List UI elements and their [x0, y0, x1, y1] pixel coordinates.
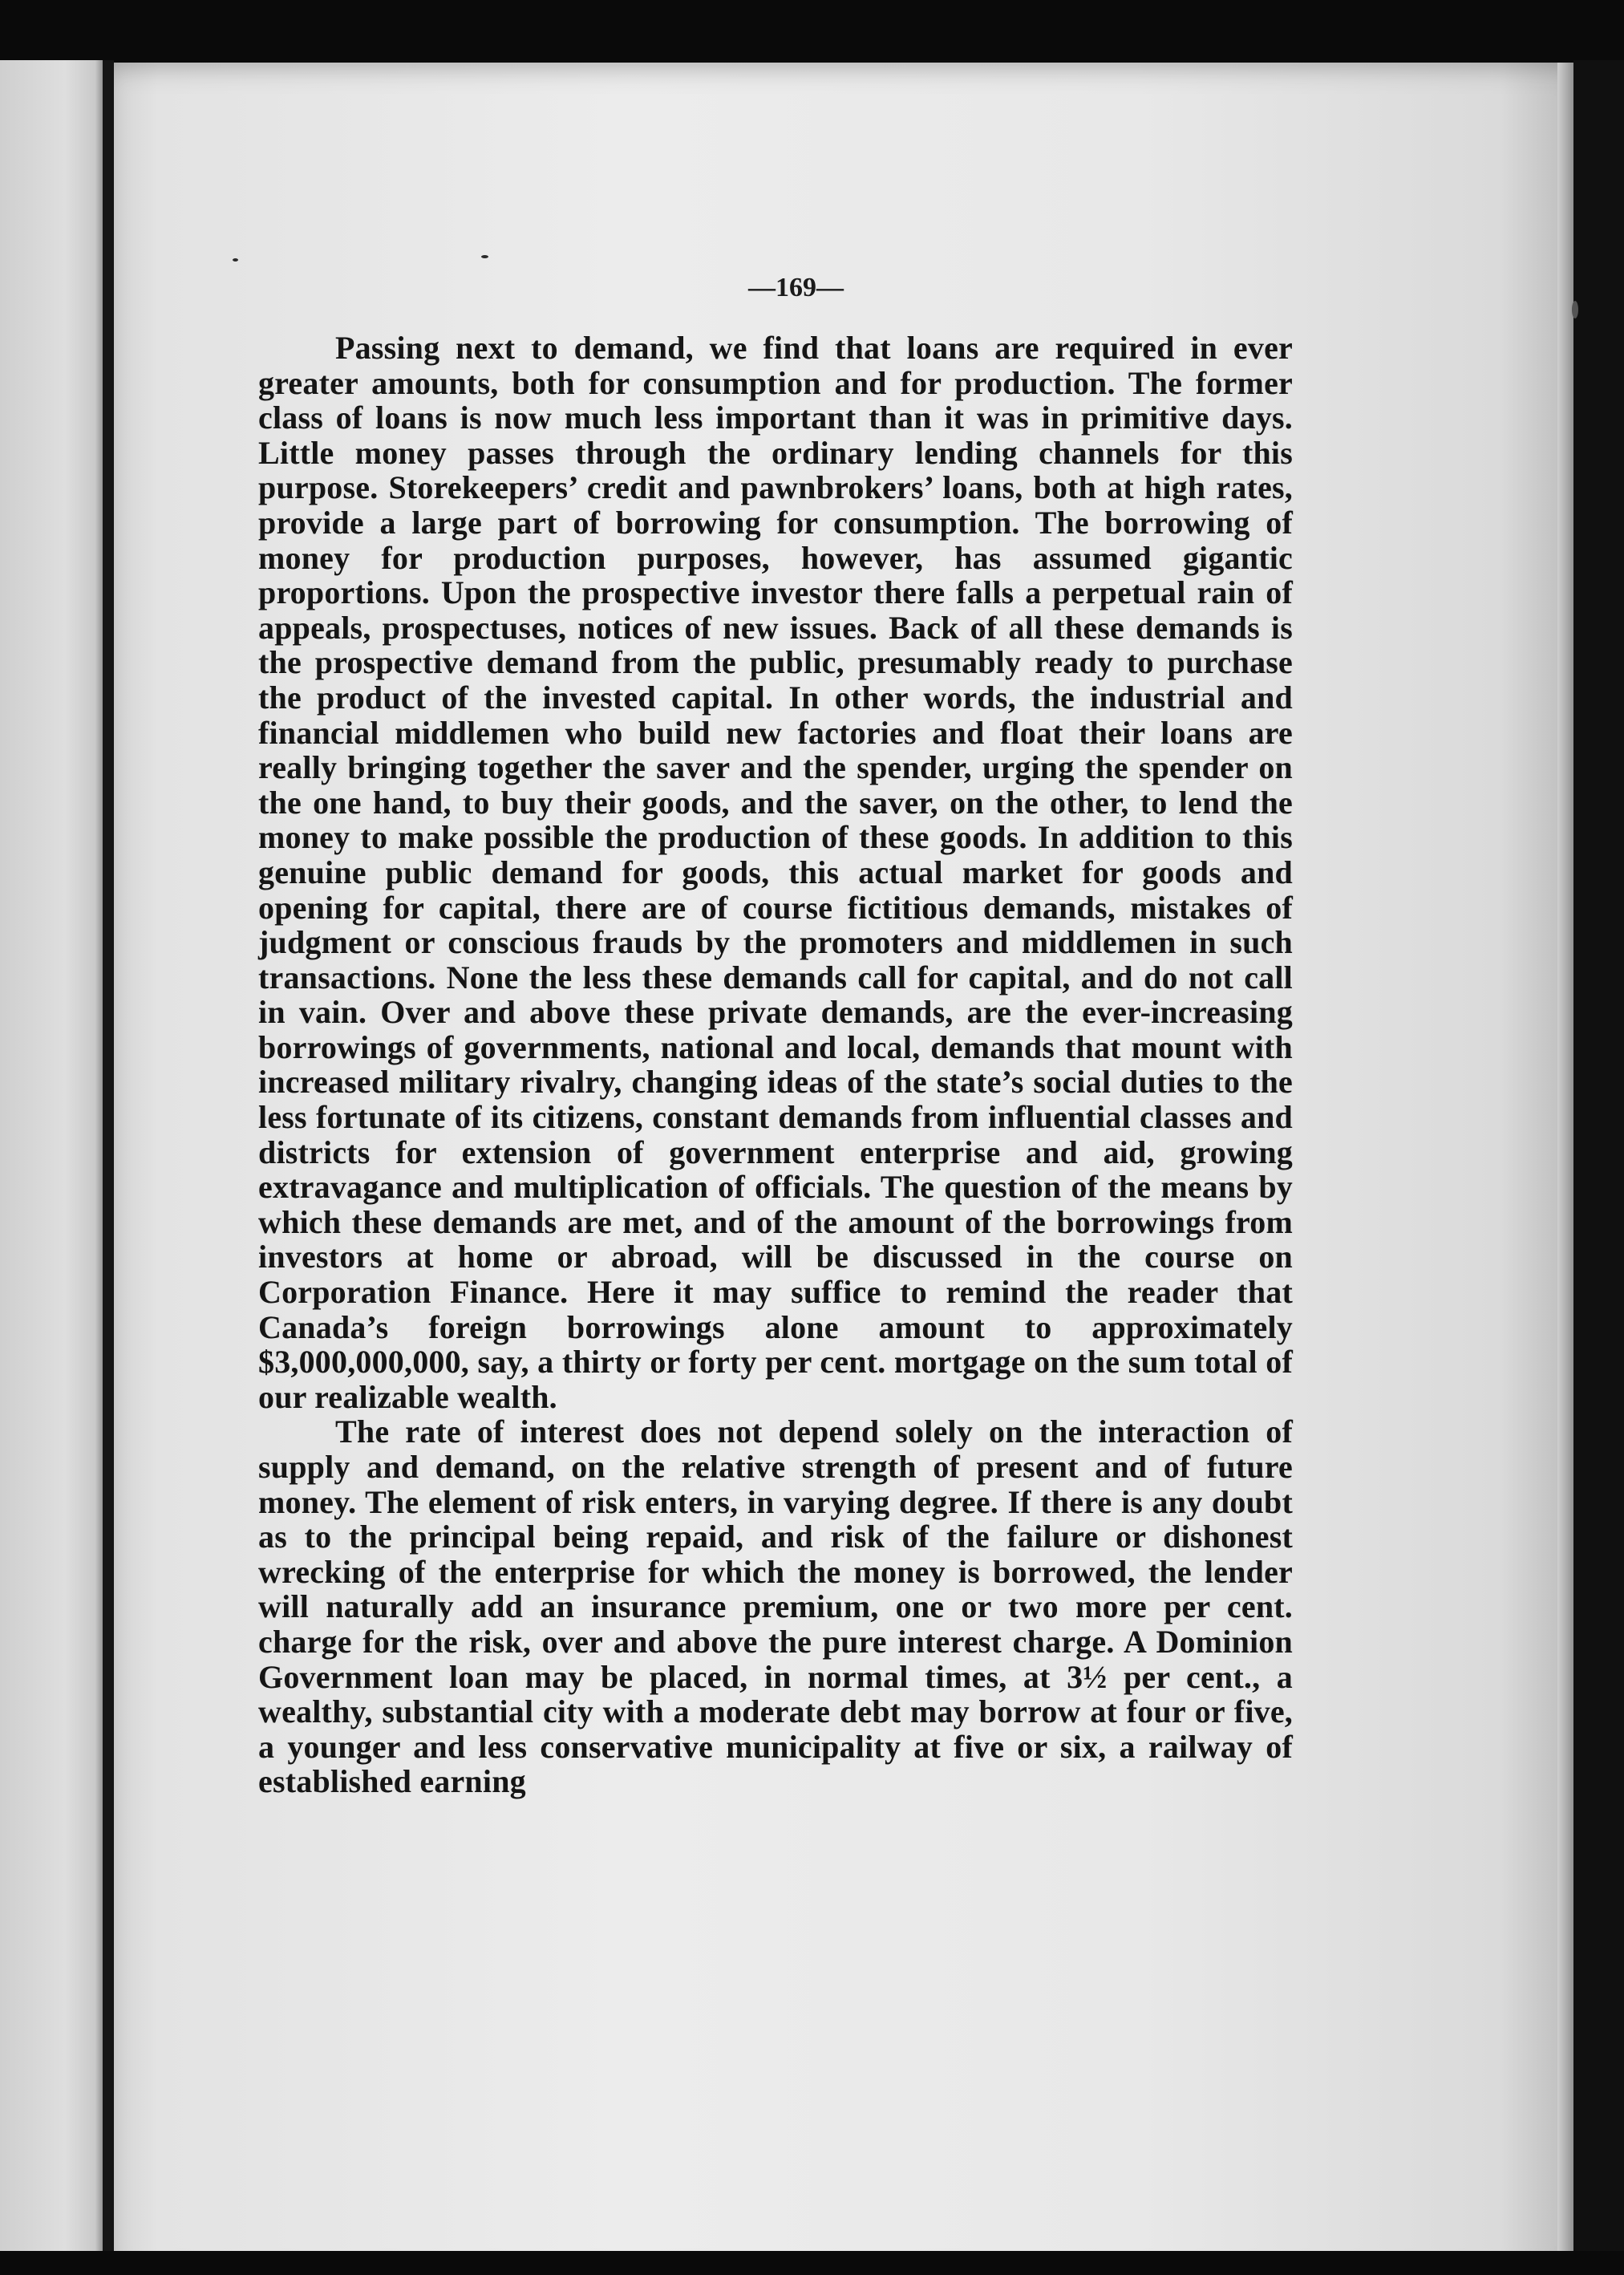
- body-text: [258, 331, 1293, 1799]
- ink-speck: [1572, 301, 1578, 318]
- paragraph-demand: Passing next to demand, we find that loans are required in ever greater amounts, both for consumption and for production. The former class of loans is now much less important than it was in primitive days. Little money passes through the ordinary lending channels for this purpose. Storekeepers’ credit and pawnbrokers’ loans, both at high rates, provide a large part of borrowing for consumption. The borrowing of money for production purposes, however, has assumed gigantic proportions. Upon the prospective investor there falls a perpetual rain of appeals, prospectuses, notices of new issues. Back of all these demands is the prospective demand from the public, presumably ready to purchase the product of the invested capital. In other words, the industrial and financial middlemen who build new factories and float their loans are really bringing together the saver and the spender, urging the spender on the one hand, to buy their goods, and the saver, on the other, to lend the money to make possible the production of these goods. In addition to this genuine public demand for goods, this actual market for goods and opening for capital, there are of course fictitious demands, mistakes of judgment or conscious frauds by the promoters and middlemen in such transactions. None the less these demands call for capital, and do not call in vain. Over and above these private demands, are the ever-increasing borrowings of governments, national and local, demands that mount with increased military rivalry, changing ideas of the state’s social duties to the less fortunate of its citizens, constant demands from influential classes and districts for extension of government enterprise and aid, growing extravagance and multiplication of officials. The question of the means by which these demands are met, and of the amount of the borrowings from investors at home or abroad, will be discussed in the course on Corporation Finance. Here it may suffice to remind the reader that Canada’s foreign borrowings alone amount to approximately $3,000,000,000, say, a thirty or forty per cent. mortgage on the sum total of our realizable wealth.: [258, 330, 1293, 1415]
- ink-speck: [233, 258, 238, 262]
- page-edge-shadow: [1557, 63, 1575, 2251]
- scan-border-bottom: [0, 2251, 1624, 2275]
- scan-border-top: [0, 0, 1624, 63]
- ink-speck: [481, 255, 488, 258]
- book-gutter: [103, 60, 114, 2251]
- facing-page-edge: [0, 60, 108, 2251]
- scan-border-right: [1573, 60, 1624, 2251]
- page-number: —169—: [748, 273, 844, 302]
- paragraph-interest-rate: The rate of interest does not depend solely on the interaction of supply and demand, on the relative strength of present and of future money. The element of risk enters, in varying degree. If there is any doubt as to the principal being repaid, and risk of the failure or dishonest wrecking of the enterprise for which the money is borrowed, the lender will naturally add an insurance premium, one or two more per cent. charge for the risk, over and above the pure interest charge. A Dominion Government loan may be placed, in normal times, at 3½ per cent., a wealthy, substantial city with a moderate debt may borrow at four or five, a younger and less conservative municipality at five or six, a railway of established earning: [258, 1413, 1293, 1800]
